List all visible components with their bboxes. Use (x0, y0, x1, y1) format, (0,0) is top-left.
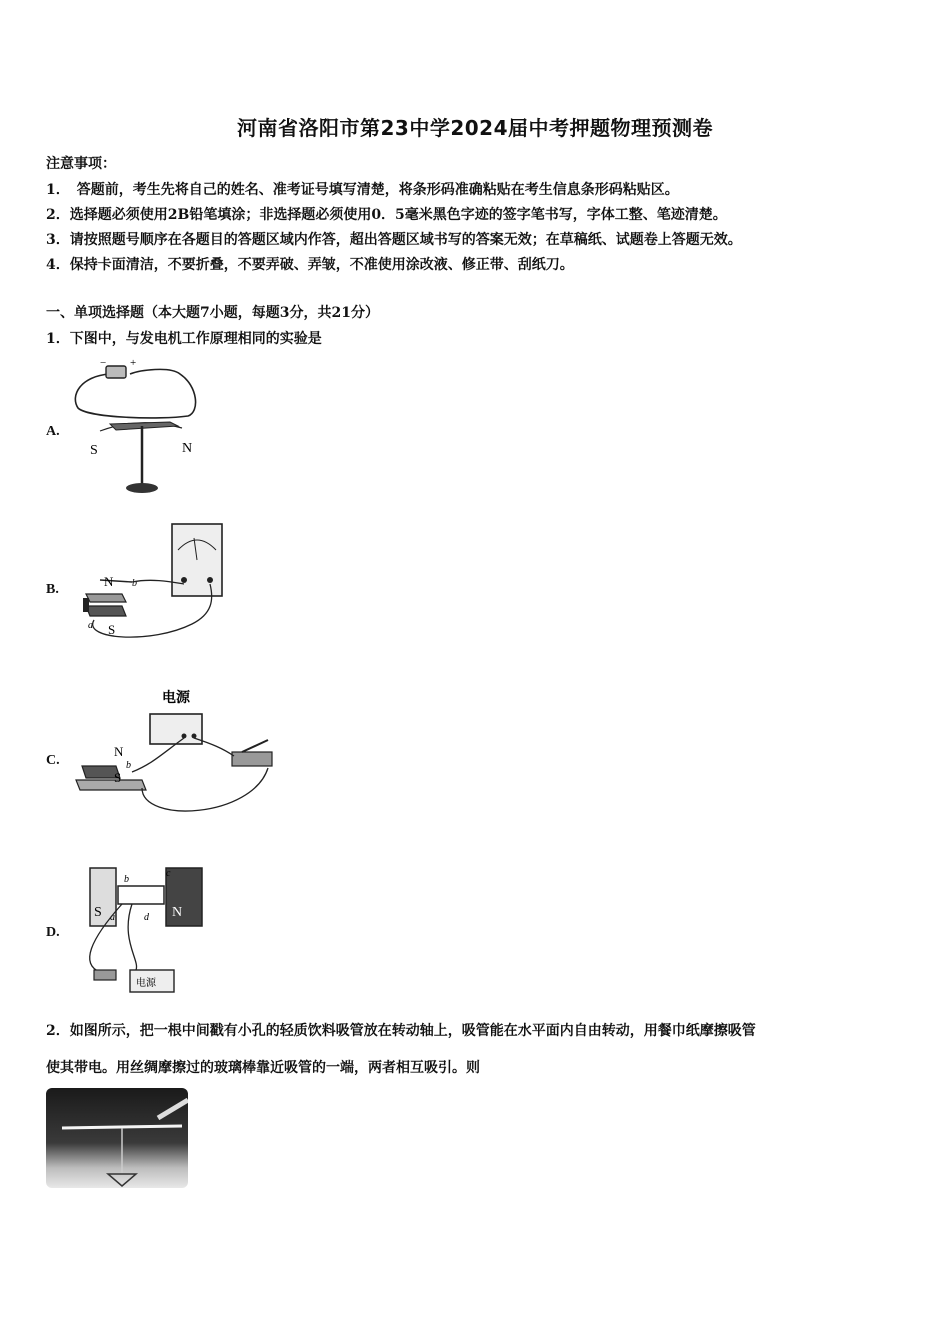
question-2-photo (46, 1088, 188, 1188)
magnet-icon (86, 606, 126, 616)
option-d-figure (80, 860, 210, 998)
ammeter-icon (106, 366, 126, 378)
fig-a-s: S (90, 443, 98, 458)
fig-b-n: N (104, 574, 114, 589)
option-d-label: D. (46, 925, 60, 940)
page-title: 河南省洛阳市第23中学2024届中考押题物理预测卷 (237, 116, 713, 140)
option-c-label: C. (46, 753, 60, 768)
fig-d-s: S (94, 905, 102, 920)
fig-d-c: c (166, 868, 171, 879)
fig-c-s: S (114, 770, 122, 785)
fig-c-b: b (126, 760, 131, 771)
question-2-stem-line1: 2．如图所示，把一根中间戳有小孔的轻质饮料吸管放在转动轴上，吸管能在水平面内自由转动，用餐巾纸摩擦吸管 (46, 1023, 756, 1039)
notice-item: 1． 答题前，考生先将自己的姓名、准考证号填写清楚，将条形码准确粘贴在考生信息条形码粘贴区。 (46, 182, 679, 198)
notice-heading: 注意事项： (46, 156, 116, 172)
fig-b-a: a (88, 620, 93, 631)
fig-c-power: 电源 (162, 691, 190, 706)
option-a-figure (70, 356, 200, 498)
power-supply-icon (150, 714, 202, 744)
switch-icon (232, 752, 272, 766)
option-a-label: A. (46, 424, 60, 439)
fig-b-s: S (108, 622, 116, 637)
option-b-figure (72, 520, 232, 645)
option-b-label: B. (46, 582, 59, 597)
fig-c-n: N (114, 744, 124, 759)
fig-d-power: 电源 (136, 978, 156, 989)
fig-d-n: N (172, 905, 183, 920)
fig-d-b: b (124, 874, 129, 885)
section-heading: 一、单项选择题（本大题7小题，每题3分，共21分） (46, 305, 379, 321)
question-1-stem: 1．下图中，与发电机工作原理相同的实验是 (46, 331, 322, 347)
coil-icon (118, 886, 164, 904)
question-2-stem-line2: 使其带电。用丝绸摩擦过的玻璃棒靠近吸管的一端，两者相互吸引。则 (46, 1060, 480, 1076)
straw-icon (62, 1126, 182, 1128)
fig-a-plus: + (130, 357, 137, 369)
notice-item: 3．请按照题号顺序在各题目的答题区域内作答，超出答题区域书写的答案无效；在草稿纸、试题卷上答题无效。 (46, 232, 742, 248)
switch-icon (94, 970, 116, 980)
notice-item: 4．保持卡面清洁，不要折叠，不要弄破、弄皱，不准使用涂改液、修正带、刮纸刀。 (46, 257, 574, 273)
fig-b-b: b (132, 578, 137, 589)
compass-needle-icon (110, 422, 178, 430)
option-c-figure (72, 684, 282, 822)
notice-item: 2．选择题必须使用2B铅笔填涂；非选择题必须使用0．5毫米黑色字迹的签字笔书写，字体工整、笔迹清楚。 (46, 207, 727, 223)
fig-a-n: N (182, 441, 193, 456)
fig-d-d: d (144, 912, 149, 923)
fig-d-a: a (110, 912, 115, 923)
fig-a-minus: − (100, 357, 107, 369)
